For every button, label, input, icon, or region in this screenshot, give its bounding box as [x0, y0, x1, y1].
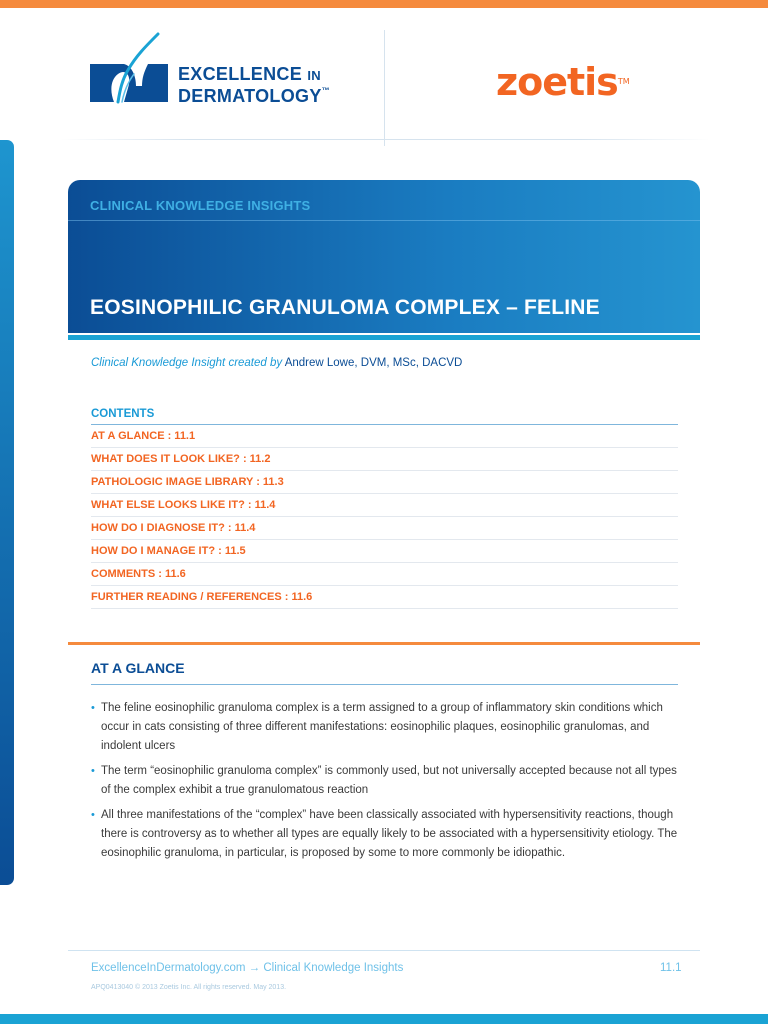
zoetis-logo[interactable]: zoetisTM — [496, 60, 630, 104]
contents-heading: CONTENTS — [91, 404, 678, 425]
list-item: • The term “eosinophilic granuloma complex” is commonly used, but not universally accepted because not all types of the complex exhibit a true granulomatous reaction — [91, 762, 681, 800]
table-of-contents — [91, 404, 678, 609]
section-heading-at-a-glance: AT A GLANCE — [91, 660, 185, 676]
brand-line-2: DERMATOLOGY™ — [178, 86, 330, 106]
list-item: • All three manifestations of the “complex” have been classically associated with hypersensitivity reactions, though there is controversy as to whether all types are equally likely to be associated with a hypersensitivity etiology. The eosinophilic granuloma, in particular, is proposed by some to more commonly be idiopathic. — [91, 806, 681, 863]
toc-link-comments[interactable]: COMMENTS : 11.6 — [91, 563, 678, 586]
hero-kicker: CLINICAL KNOWLEDGE INSIGHTS — [90, 198, 311, 213]
toc-link-how-do-i-diagnose-it[interactable]: HOW DO I DIAGNOSE IT? : 11.4 — [91, 517, 678, 540]
toc-link-how-do-i-manage-it[interactable]: HOW DO I MANAGE IT? : 11.5 — [91, 540, 678, 563]
author-prefix: Clinical Knowledge Insight created by — [91, 357, 283, 369]
page-number: 11.1 — [660, 962, 682, 974]
section-underline — [91, 684, 678, 685]
list-item: • The feline eosinophilic granuloma complex is a term assigned to a group of inflammatory skin conditions which occur in cats consisting of three different manifestations: eosinophilic plaques, eosinophilic granulomas, and indolent ulcers — [91, 699, 681, 756]
hero-banner — [68, 180, 700, 333]
excellence-in-dermatology-logo[interactable] — [88, 30, 348, 126]
brand-line-1: EXCELLENCE IN — [178, 64, 321, 84]
toc-link-what-does-it-look-like[interactable]: WHAT DOES IT LOOK LIKE? : 11.2 — [91, 448, 678, 471]
hair-follicle-logo-icon — [88, 30, 172, 126]
section-divider — [68, 642, 700, 645]
toc-link-further-reading[interactable]: FURTHER READING / REFERENCES : 11.6 — [91, 586, 678, 609]
side-tab — [0, 140, 14, 885]
copyright-notice: APQ0413040 © 2013 Zoetis Inc. All rights reserved. May 2013. — [91, 984, 287, 991]
top-accent-bar — [0, 0, 768, 8]
page-title: EOSINOPHILIC GRANULOMA COMPLEX – FELINE — [90, 296, 600, 319]
hero-rule — [68, 220, 700, 221]
bullet-icon: • — [91, 702, 95, 714]
bullet-icon: • — [91, 809, 95, 821]
toc-link-what-else-looks-like-it[interactable]: WHAT ELSE LOOKS LIKE IT? : 11.4 — [91, 494, 678, 517]
page-header — [0, 8, 768, 140]
at-a-glance-list — [91, 699, 681, 869]
bullet-icon: • — [91, 765, 95, 777]
author-name: Andrew Lowe, DVM, MSc, DACVD — [284, 357, 463, 369]
toc-link-at-a-glance[interactable]: AT A GLANCE : 11.1 — [91, 425, 678, 448]
hero-accent-stripe — [68, 335, 700, 340]
toc-link-pathologic-image-library[interactable]: PATHOLOGIC IMAGE LIBRARY : 11.3 — [91, 471, 678, 494]
footer-link[interactable]: ExcellenceInDermatology.com → Clinical Knowledge Insights — [91, 962, 404, 974]
footer-divider — [68, 950, 700, 951]
author-credit — [91, 357, 462, 369]
header-underline — [60, 139, 710, 140]
header-divider — [384, 30, 385, 146]
bottom-accent-bar — [0, 1014, 768, 1024]
